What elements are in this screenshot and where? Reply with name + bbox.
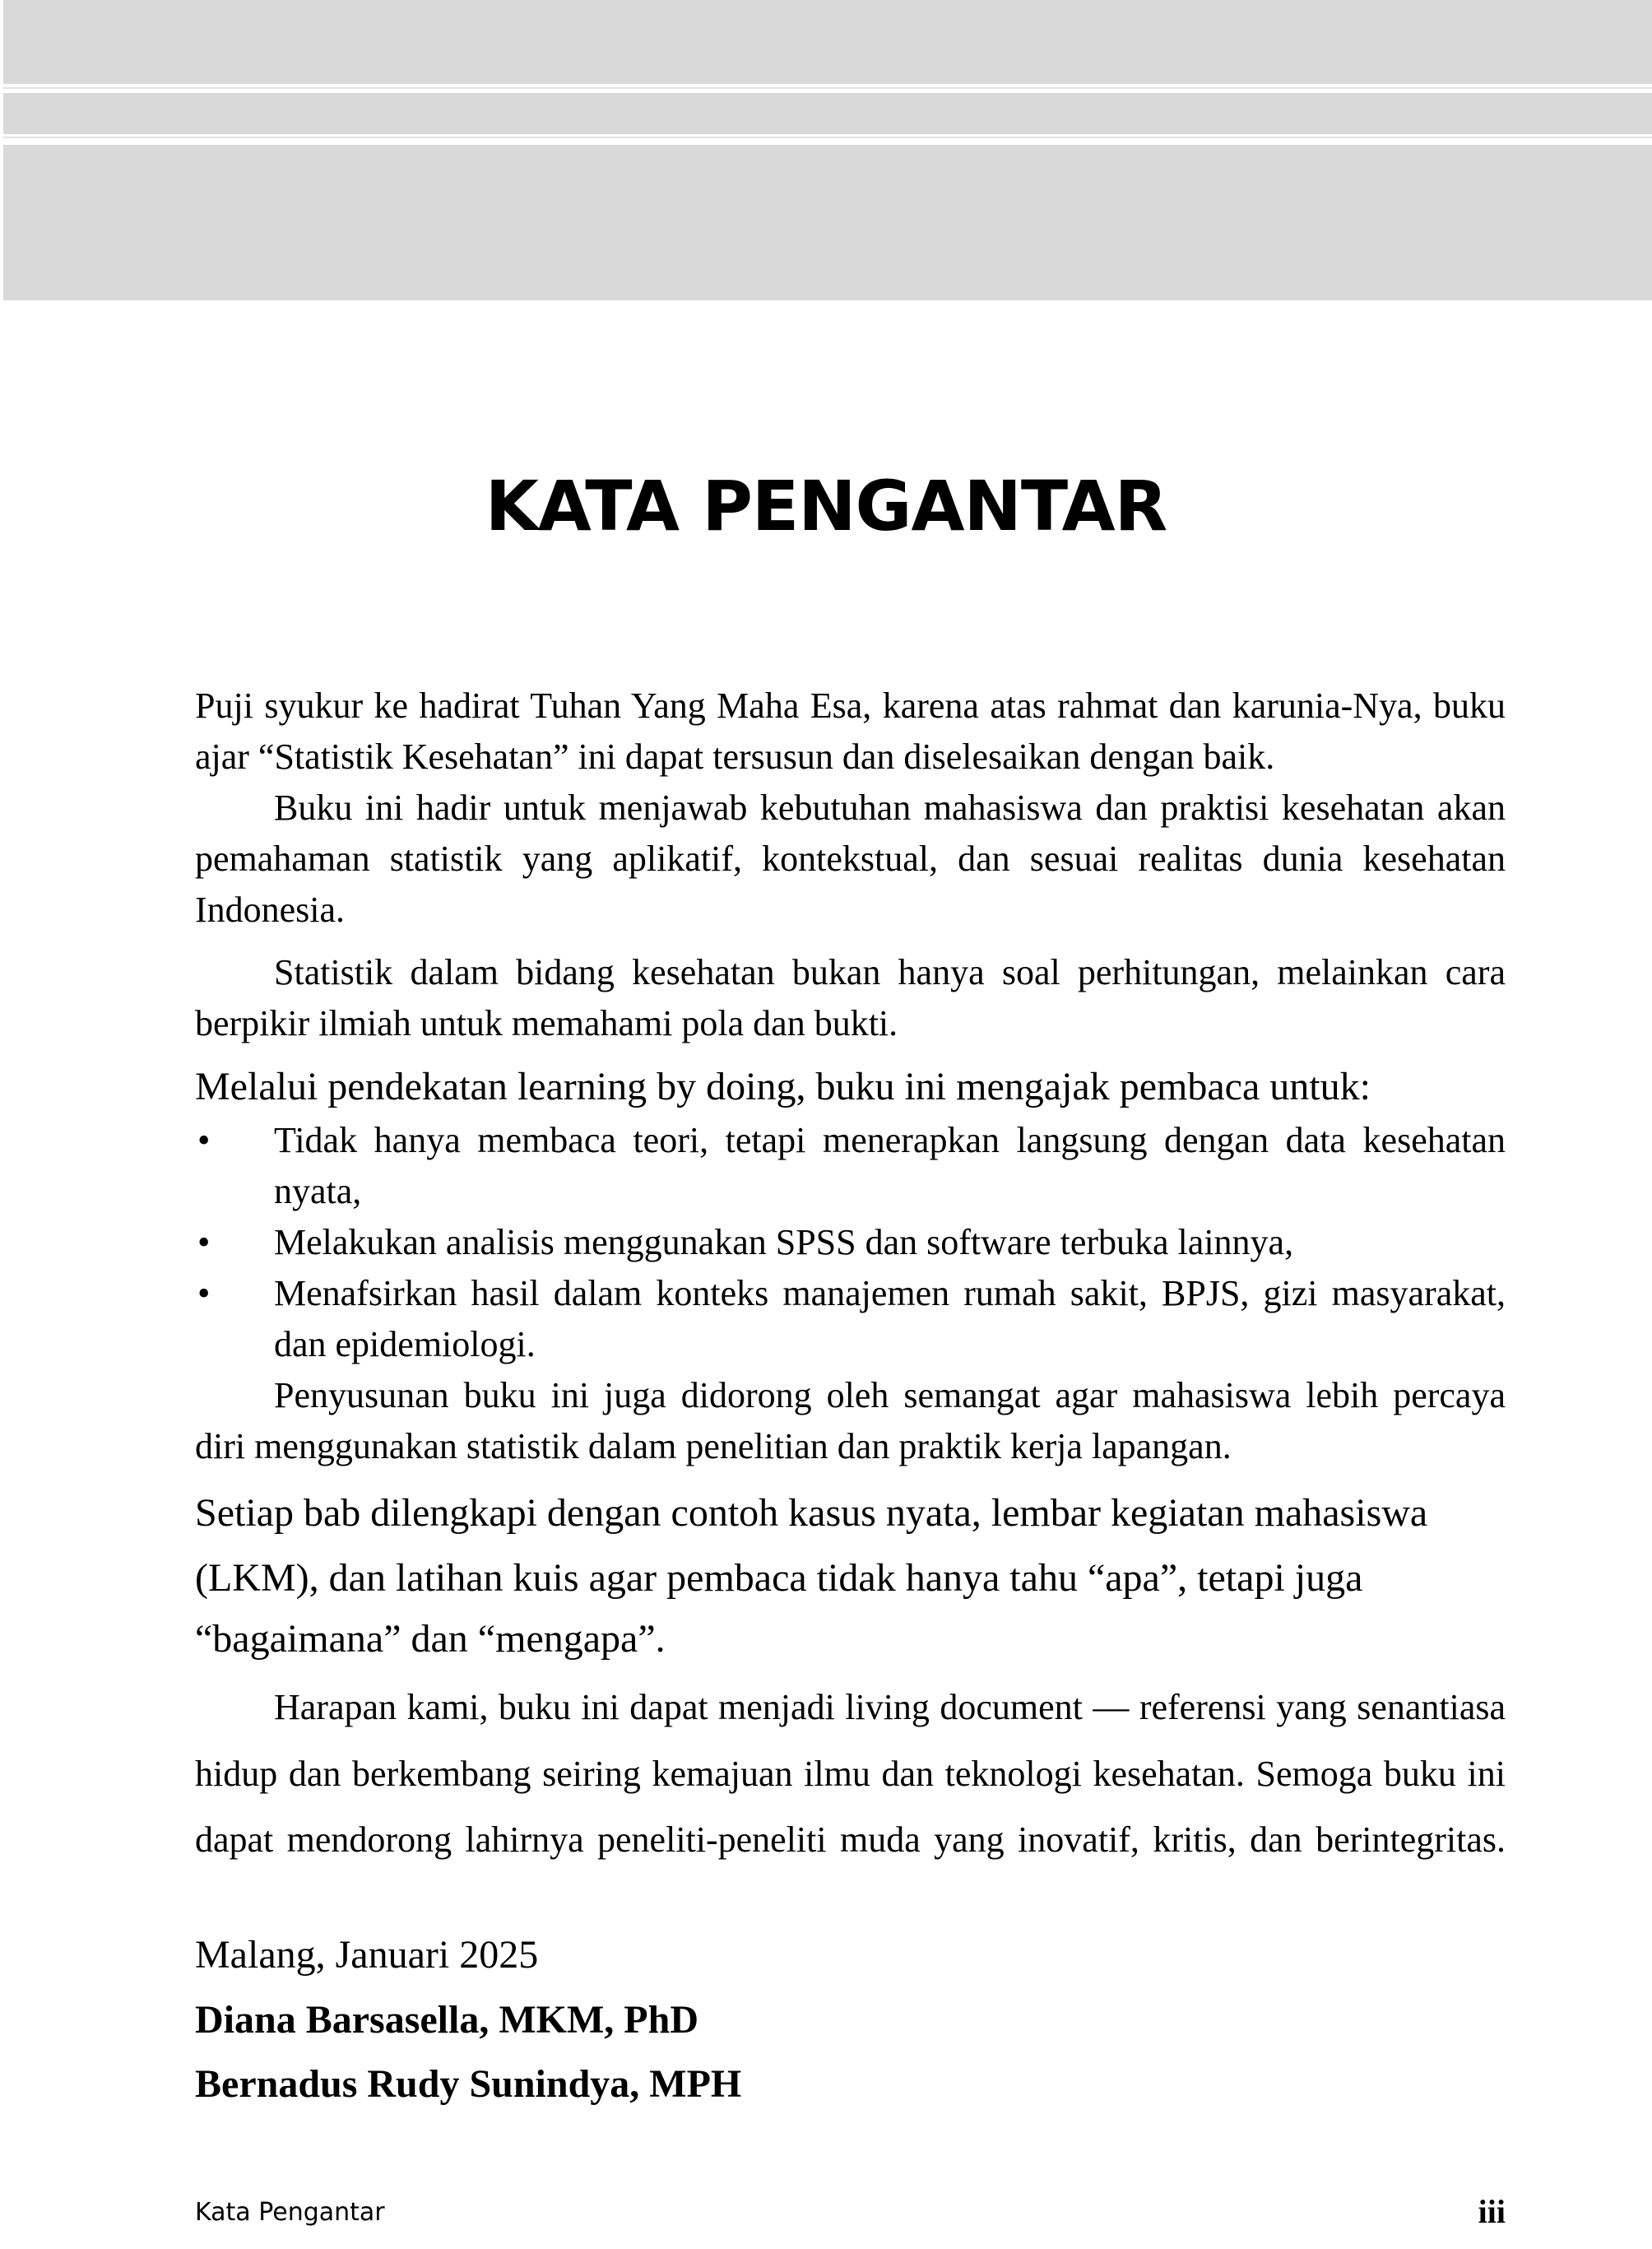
paragraph-line: pemahaman statistik yang aplikatif, kontekstual, dan sesuai realitas dunia kesehatan [195,839,1506,879]
paragraph-line: Indonesia. [195,890,346,930]
paragraph-line: dapat mendorong lahirnya peneliti-peneliti muda yang inovatif, kritis, dan berintegritas. [195,1819,1506,1860]
paragraph-line: Puji syukur ke hadirat Tuhan Yang Maha Esa, karena atas rahmat dan karunia-Nya, buku [195,685,1506,726]
bullet-icon: • [197,1273,211,1313]
list-item-text: dan epidemiologi. [274,1324,536,1364]
header-rule [3,137,1652,138]
bullet-icon: • [197,1120,211,1160]
paragraph-line: Setiap bab dilengkapi dengan contoh kasus nyata, lembar kegiatan mahasiswa [195,1491,1428,1535]
list-item-text: Melakukan analisis menggunakan SPSS dan software terbuka lainnya, [274,1222,1294,1262]
author-name: Bernadus Rudy Sunindya, MPH [195,2062,742,2106]
paragraph-line: Harapan kami, buku ini dapat menjadi living document — referensi yang senantiasa [274,1687,1506,1727]
running-title: Kata Pengantar [195,2198,385,2227]
header-band-bottom [3,145,1652,300]
page-title: KATA PENGANTAR [485,466,1167,546]
header-band-top [3,0,1652,84]
paragraph-line: Buku ini hadir untuk menjawab kebutuhan mahasiswa dan praktisi kesehatan akan [274,788,1506,828]
paragraph-line: “bagaimana” dan “mengapa”. [195,1617,666,1661]
list-item-text: nyata, [274,1171,362,1211]
bullet-icon: • [197,1222,211,1262]
author-name: Diana Barsasella, MKM, PhD [195,1998,698,2042]
paragraph-line: ajar “Statistik Kesehatan” ini dapat tersusun dan diselesaikan dengan baik. [195,737,1275,777]
paragraph-line: (LKM), dan latihan kuis agar pembaca tidak hanya tahu “apa”, tetapi juga [195,1556,1363,1600]
header-band-middle [3,93,1652,134]
place-date: Malang, Januari 2025 [195,1933,539,1977]
list-item-text: Tidak hanya membaca teori, tetapi menerapkan langsung dengan data kesehatan [274,1120,1506,1160]
page-number: iii [1478,2193,1506,2230]
paragraph-line: diri menggunakan statistik dalam penelitian dan praktik kerja lapangan. [195,1426,1232,1466]
paragraph-line: hidup dan berkembang seiring kemajuan ilmu dan teknologi kesehatan. Semoga buku ini [195,1754,1506,1794]
paragraph-line: berpikir ilmiah untuk memahami pola dan bukti. [195,1003,898,1043]
paragraph-line: Statistik dalam bidang kesehatan bukan hanya soal perhitungan, melainkan cara [274,952,1506,992]
paragraph-line: Melalui pendekatan learning by doing, buku ini mengajak pembaca untuk: [195,1065,1371,1108]
paragraph-line: Penyusunan buku ini juga didorong oleh semangat agar mahasiswa lebih percaya [274,1375,1506,1415]
list-item-text: Menafsirkan hasil dalam konteks manajemen rumah sakit, BPJS, gizi masyarakat, [274,1273,1506,1313]
header-rule [3,87,1652,89]
